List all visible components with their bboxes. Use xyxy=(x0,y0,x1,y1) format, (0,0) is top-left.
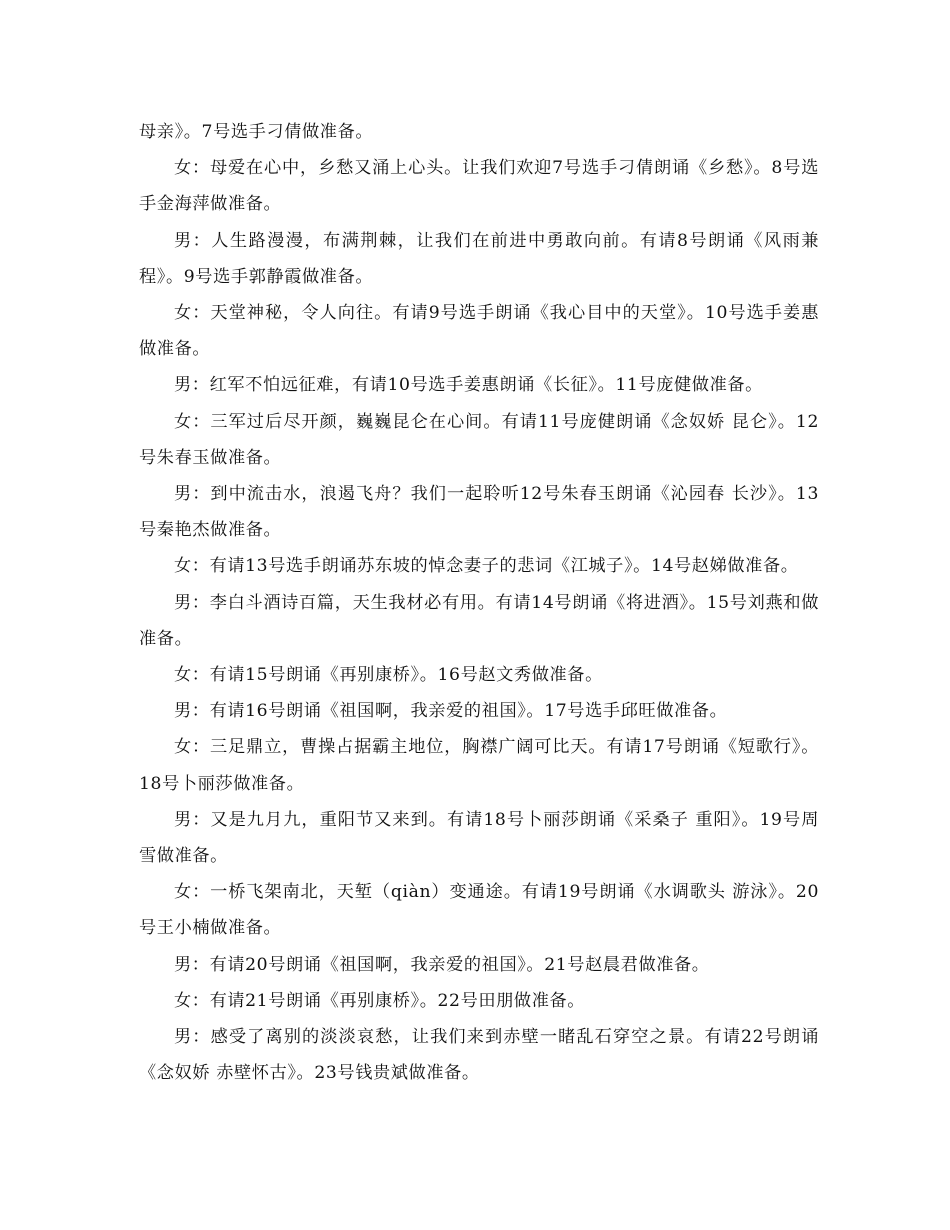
paragraph: 男：红军不怕远征难，有请10号选手姜惠朗诵《长征》。11号庞健做准备。 xyxy=(174,375,763,396)
paragraph: 女：天堂神秘，令人向往。有请9号选手朗诵《我心目中的天堂》。10号选手姜惠做准备。 xyxy=(139,303,819,360)
paragraph: 男：到中流击水，浪遏飞舟？我们一起聆听12号朱春玉朗诵《沁园春 长沙》。13号秦艳杰做准备。 xyxy=(139,484,819,541)
paragraph: 男：有请16号朗诵《祖国啊，我亲爱的祖国》。17号选手邱旺做准备。 xyxy=(174,701,728,722)
paragraph: 男：有请20号朗诵《祖国啊，我亲爱的祖国》。21号赵晨君做准备。 xyxy=(174,954,710,975)
paragraph: 男：感受了离别的淡淡哀愁，让我们来到赤壁一睹乱石穿空之景。有请22号朗诵《念奴娇 赤壁怀古》。23号钱贵斌做准备。 xyxy=(139,1027,819,1084)
paragraph: 女：有请15号朗诵《再别康桥》。16号赵文秀做准备。 xyxy=(174,665,603,686)
document-body xyxy=(139,114,819,1091)
paragraph: 女：三足鼎立，曹操占据霸主地位，胸襟广阔可比天。有请17号朗诵《短歌行》。18号卜丽莎做准备。 xyxy=(139,737,819,794)
paragraph: 女：三军过后尽开颜，巍巍昆仑在心间。有请11号庞健朗诵《念奴娇 昆仑》。12号朱春玉做准备。 xyxy=(139,411,819,468)
paragraph: 男：人生路漫漫，布满荆棘，让我们在前进中勇敢向前。有请8号朗诵《风雨兼程》。9号选手郭静霞做准备。 xyxy=(139,230,819,287)
paragraph: 男：又是九月九，重阳节又来到。有请18号卜丽莎朗诵《采桑子 重阳》。19号周雪做准备。 xyxy=(139,809,819,867)
paragraph: 女：一桥飞架南北，天堑（qiàn）变通途。有请19号朗诵《水调歌头 游泳》。20号王小楠做准备。 xyxy=(139,882,819,939)
paragraph: 男：李白斗酒诗百篇，天生我材必有用。有请14号朗诵《将进酒》。15号刘燕和做准备。 xyxy=(139,592,819,649)
paragraph-continuation: 母亲》。7号选手刁倩做准备。 xyxy=(139,122,374,142)
paragraph: 女：有请13号选手朗诵苏东坡的悼念妻子的悲词《江城子》。14号赵娣做准备。 xyxy=(174,556,799,577)
paragraph: 女：母爱在心中，乡愁又涌上心头。让我们欢迎7号选手刁倩朗诵《乡愁》。8号选手金海萍做准备。 xyxy=(139,158,819,215)
paragraph: 女：有请21号朗诵《再别康桥》。22号田朋做准备。 xyxy=(174,990,586,1011)
